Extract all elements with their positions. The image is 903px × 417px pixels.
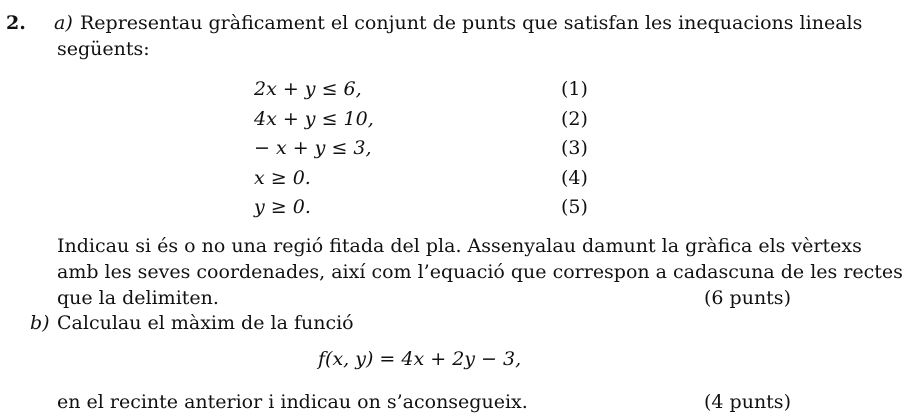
part-b-label: b): [30, 312, 50, 334]
inequality-2-number: (2): [561, 108, 588, 130]
part-a-paragraph-line1: Indicau si és o no una regió fitada del pla. Assenyalau damunt la gràfica els vèrtexs: [57, 235, 862, 257]
part-b-intro: Calculau el màxim de la funció: [57, 312, 354, 334]
part-a-paragraph-line3: que la delimiten.: [57, 287, 219, 309]
objective-function: f(x, y) = 4x + 2y − 3,: [318, 348, 522, 370]
part-a-paragraph-line2: amb les seves coordenades, així com l’equació que correspon a cadascuna de les rectes: [57, 261, 903, 283]
part-a-intro-line1: Representau gràficament el conjunt de punts que satisfan les inequacions lineals: [80, 12, 863, 34]
inequality-4-expr: x ≥ 0.: [254, 167, 311, 189]
part-a-intro-line2: següents:: [57, 38, 150, 60]
inequality-3-expr: − x + y ≤ 3,: [254, 137, 372, 159]
inequality-4-number: (4): [561, 167, 588, 189]
problem-number: 2.: [6, 12, 26, 34]
inequality-2-expr: 4x + y ≤ 10,: [254, 108, 374, 130]
inequality-1-expr: 2x + y ≤ 6,: [254, 78, 362, 100]
inequality-5-expr: y ≥ 0.: [254, 196, 311, 218]
part-a-label: a): [54, 12, 73, 34]
part-a-points: (6 punts): [704, 287, 791, 309]
part-b-closing: en el recinte anterior i indicau on s’aconsegueix.: [57, 391, 528, 413]
part-b-points: (4 punts): [704, 391, 791, 413]
inequality-5-number: (5): [561, 196, 588, 218]
inequality-1-number: (1): [561, 78, 588, 100]
inequality-3-number: (3): [561, 137, 588, 159]
